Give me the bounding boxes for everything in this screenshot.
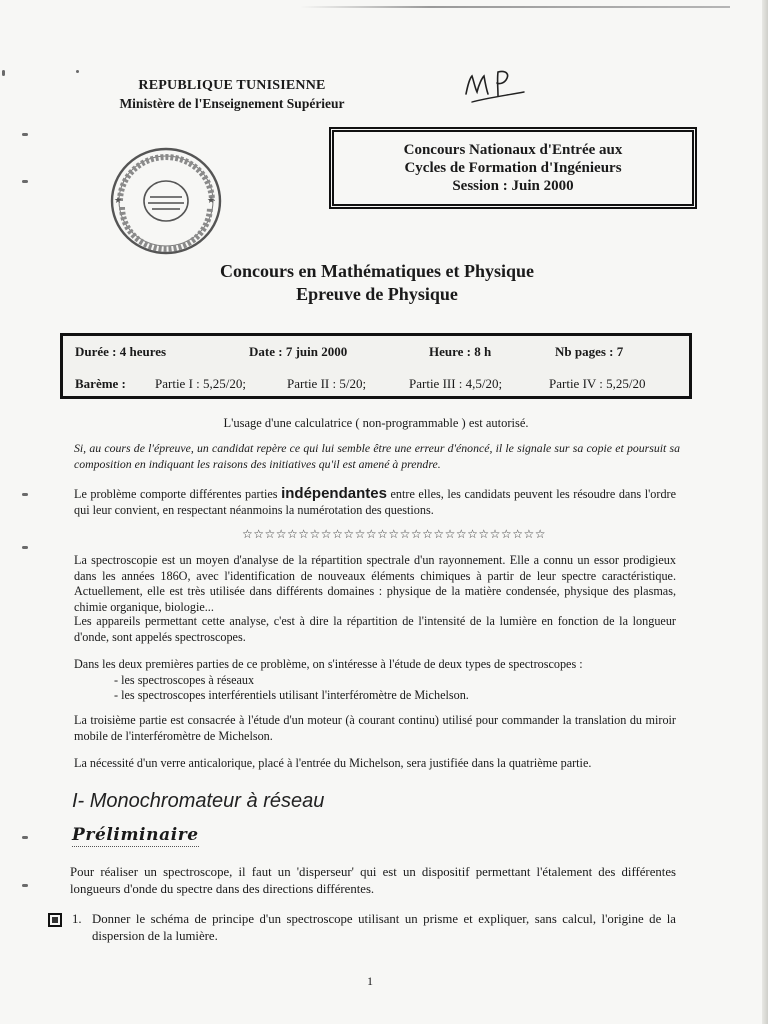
quatrieme-paragraph: La nécessité d'un verre anticalorique, placé à l'entrée du Michelson, sera justifiée dans la quatrième partie. (74, 756, 592, 770)
intro-paragraph: La spectroscopie est un moyen d'analyse de la répartition spectrale d'un rayonnement. Elle a connu un essor prodigieux dans les années 186O, avec l'identification de nouveaux éléments chimiques à partir de leur spectre caractéristique. Actuellement, elle est très utilisée dans différents domaines : physique de la matière condensée, physique des plasmas, chimie organique, biologie... (74, 553, 676, 614)
concours-line-1: Concours Nationaux d'Entrée aux (403, 142, 623, 158)
bareme-part-3: Partie III : 4,5/20; (409, 376, 503, 391)
margin-mark (22, 180, 28, 183)
deux-parties-paragraph (74, 657, 676, 704)
svg-text:★: ★ (207, 196, 216, 206)
concours-session: Session : Juin 2000 (452, 178, 574, 194)
deux-parties-text: Dans les deux premières parties de ce problème, on s'intéresse à l'étude de deux types de spectroscopes : (74, 657, 583, 671)
exam-subtitle: Epreuve de Physique (296, 284, 458, 304)
concours-box (332, 130, 694, 206)
type-item-michelson: - les spectroscopes interférentiels utilisant l'interféromètre de Michelson. (114, 688, 469, 702)
calculator-note: L'usage d'une calculatrice ( non-programmable ) est autorisé. (223, 416, 529, 430)
margin-mark (22, 836, 28, 839)
appareils-paragraph: Les appareils permettant cette analyse, c'est à dire la répartition de l'intensité de la lumière en fonction de la longueur d'onde, sont appelés spectroscopes. (74, 614, 676, 644)
preliminaire-text: Pour réaliser un spectroscope, il faut un 'disperseur' qui est un dispositif permettant l'étalement des différentes longueurs d'onde du spectre dans des directions différentes. (70, 865, 676, 896)
scan-edge (762, 0, 768, 1024)
question-checkbox-icon (48, 913, 62, 927)
nb-pages: Nb pages : 7 (555, 344, 624, 359)
independent-parts-note (74, 486, 676, 518)
margin-mark (22, 493, 28, 496)
ministry-heading: Ministère de l'Enseignement Supérieur (119, 96, 345, 111)
error-instruction: Si, au cours de l'épreuve, un candidat repère ce qui lui semble être une erreur d'énoncé, il le signale sur sa copie et poursuit sa composition en indiquant les raisons des initiatives qu'il est amené à prendre. (74, 441, 680, 471)
bareme-part-1: Partie I : 5,25/20; (155, 376, 246, 391)
svg-text:★: ★ (114, 196, 123, 206)
independent-emphasis: indépendantes (281, 485, 387, 502)
section-1-title: I- Monochromateur à réseau (72, 790, 325, 812)
troisieme-paragraph: La troisième partie est consacrée à l'étude d'un moteur (à courant continu) utilisé pour commander la translation du miroir mobile de l'interféromètre de Michelson. (74, 713, 676, 743)
independent-pre: Le problème comporte différentes parties (74, 487, 278, 501)
margin-mark (2, 70, 5, 76)
star-separator: ☆☆☆☆☆☆☆☆☆☆☆☆☆☆☆☆☆☆☆☆☆☆☆☆☆☆☆ (242, 527, 546, 541)
margin-mark (22, 133, 28, 136)
institute-stamp-seal (106, 145, 224, 257)
margin-mark (22, 546, 28, 549)
heure: Heure : 8 h (429, 344, 492, 359)
handwritten-mp-annotation (462, 66, 532, 106)
bareme-part-2: Partie II : 5/20; (287, 376, 367, 391)
preliminaire-heading: Préliminaire (72, 825, 199, 845)
page-number: 1 (367, 974, 373, 988)
scan-artifact-line (300, 6, 730, 8)
exam-info-box (60, 333, 692, 399)
margin-mark (76, 70, 79, 73)
date: Date : 7 juin 2000 (249, 344, 348, 359)
independent-post: entre elles, les candidats peuvent les résoudre dans l'ordre qui leur convient, en respectant néanmoins la numérotation des questions. (74, 487, 677, 517)
bareme-part-4: Partie IV : 5,25/20 (549, 376, 646, 391)
question-1-text: Donner le schéma de principe d'un spectroscope utilisant un prisme et expliquer, sans calcul, l'origine de la dispersion de la lumière. (92, 912, 676, 943)
bareme-label: Barème : (75, 376, 126, 391)
margin-mark (22, 884, 28, 887)
type-item-reseaux: - les spectroscopes à réseaux (114, 672, 255, 687)
question-1-number: 1. (72, 912, 82, 926)
exam-title: Concours en Mathématiques et Physique (220, 261, 534, 281)
concours-line-2: Cycles de Formation d'Ingénieurs (404, 160, 622, 176)
duree: Durée : 4 heures (75, 344, 167, 359)
republic-heading: REPUBLIQUE TUNISIENNE (138, 78, 326, 93)
